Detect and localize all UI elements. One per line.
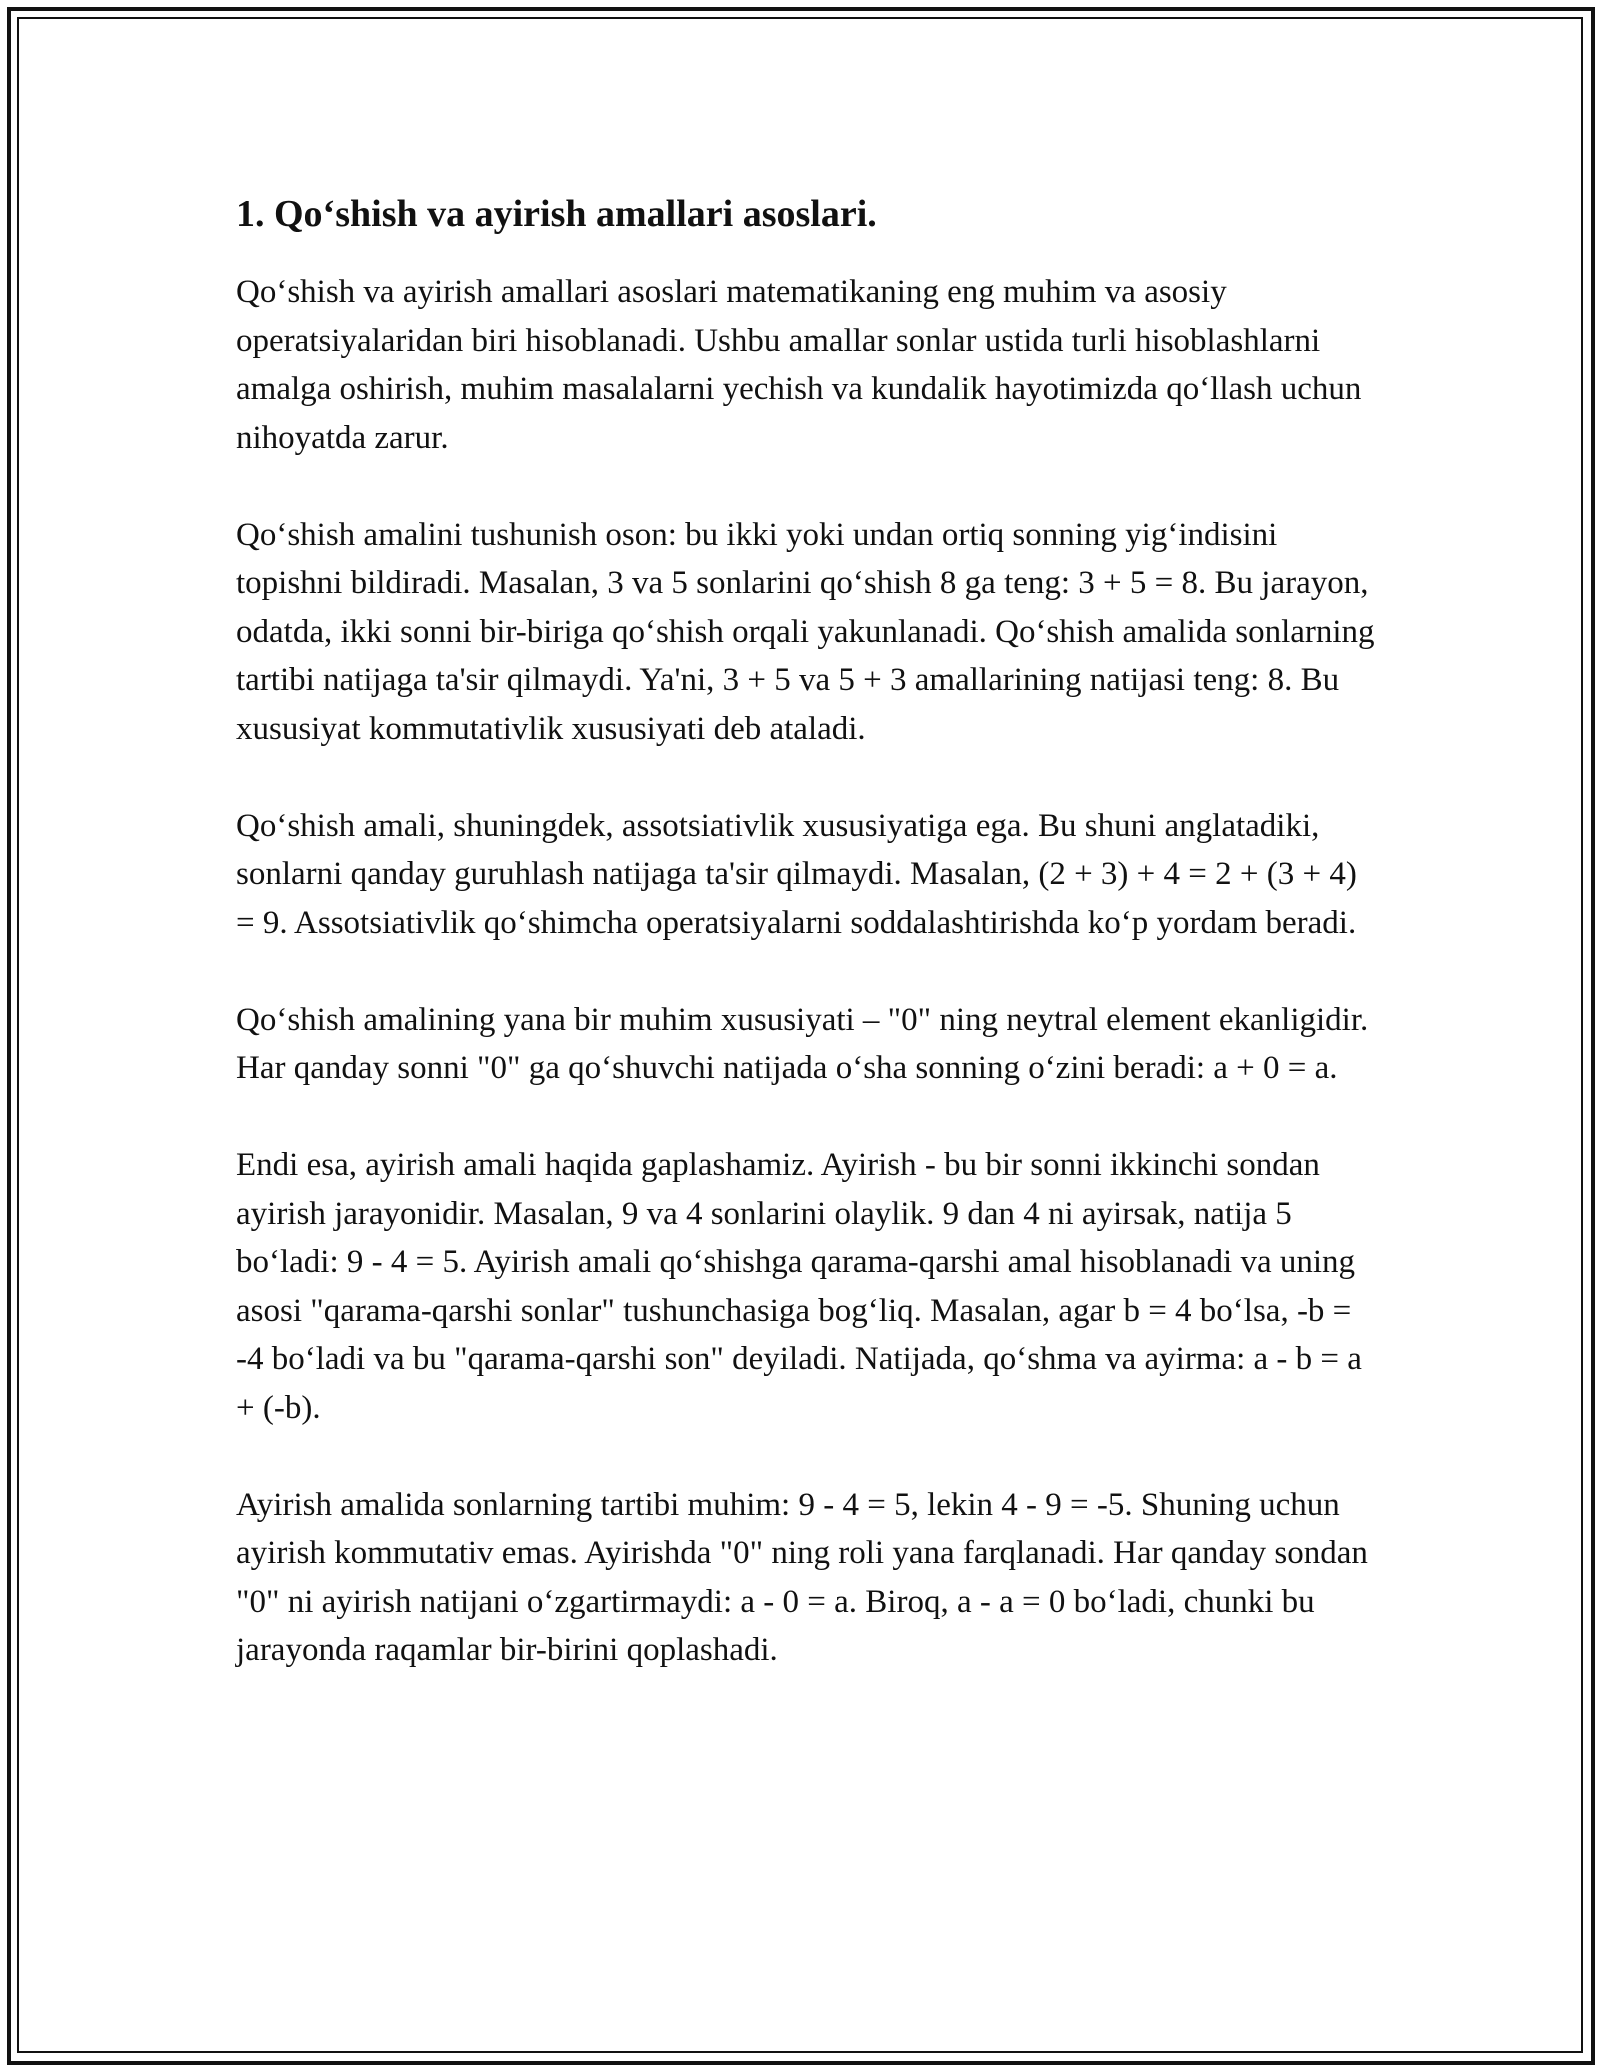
paragraph-subtraction-order: Ayirish amalida sonlarning tartibi muhim: 9 - 4 = 5, lekin 4 - 9 = -5. Shuning uchun ayirish kommutativ emas. Ayirishda "0" ning roli yana farqlanadi. Har qanday sondan "0" ni ayirish natijani o‘zgartirmaydi: a - 0 = a. Biroq, a - a = 0 bo‘ladi, chunki bu jarayonda raqamlar bir-birini qoplashadi. bbox=[236, 1486, 1368, 1668]
document-body bbox=[236, 186, 1376, 1723]
paragraph-subtraction: Endi esa, ayirish amali haqida gaplashamiz. Ayirish - bu bir sonni ikkinchi sondan ayirish jarayonidir. Masalan, 9 va 4 sonlarini olaylik. 9 dan 4 ni ayirsak, natija 5 bo‘ladi: 9 - 4 = 5. Ayirish amali qo‘shishga qarama-qarshi amal hisoblanadi va uning asosi "qarama-qarshi sonlar" tushunchasiga bog‘liq. Masalan, agar b = 4 bo‘lsa, -b = -4 bo‘ladi va bu "qarama-qarshi son" deyiladi. Natijada, qo‘shma va ayirma: a - b = a + (-b). bbox=[236, 1147, 1362, 1426]
paragraph-intro: Qo‘shish va ayirish amallari asoslari matematikaning eng muhim va asosiy operatsiyalaridan biri hisoblanadi. Ushbu amallar sonlar ustida turli hisoblashlarni amalga oshirish, muhim masalalarni yechish va kundalik hayotimizda qo‘llash uchun nihoyatda zarur. bbox=[236, 274, 1362, 456]
document-title: 1. Qo‘shish va ayirish amallari asoslari. bbox=[236, 193, 877, 235]
paragraph-neutral-element: Qo‘shish amalining yana bir muhim xususiyati – "0" ning neytral element ekanligidir. Har qanday sonni "0" ga qo‘shuvchi natijada o‘sha sonning o‘zini beradi: a + 0 = a. bbox=[236, 1001, 1369, 1086]
paragraph-addition-commutative: Qo‘shish amalini tushunish oson: bu ikki yoki undan ortiq sonning yig‘indisini topishni bildiradi. Masalan, 3 va 5 sonlarini qo‘shish 8 ga teng: 3 + 5 = 8. Bu jarayon, odatda, ikki sonni bir-biriga qo‘shish orqali yakunlanadi. Qo‘shish amalida sonlarning tartibi natijaga ta'sir qilmaydi. Ya'ni, 3 + 5 va 5 + 3 amallarining natijasi teng: 8. Bu xususiyat kommutativlik xususiyati deb ataladi. bbox=[236, 516, 1375, 747]
paragraph-addition-associative: Qo‘shish amali, shuningdek, assotsiativlik xususiyatiga ega. Bu shuni anglatadiki, sonlarni qanday guruhlash natijaga ta'sir qilmaydi. Masalan, (2 + 3) + 4 = 2 + (3 + 4) = 9. Assotsiativlik qo‘shimcha operatsiyalarni soddalashtirishda ko‘p yordam beradi. bbox=[236, 807, 1357, 941]
